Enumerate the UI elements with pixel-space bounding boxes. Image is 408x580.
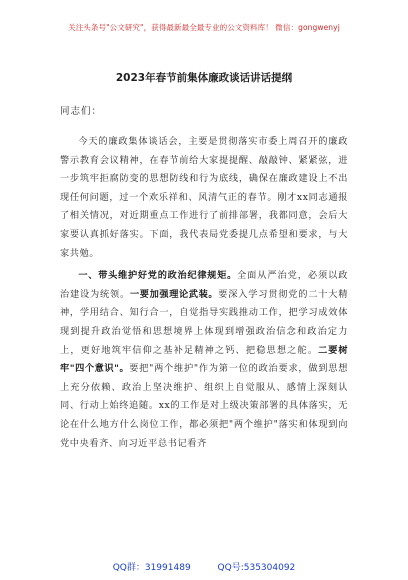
header-note: 关注头条号"公文研究"，获得最新最全最专业的公文资料库！ 微信：gongwenyj [68,23,340,32]
document-title: 2023年春节前集体廉政谈话讲话提纲 [115,72,293,84]
subpoint-heading-1: 一要加强理论武装。 [130,288,219,300]
subpoint-text-2: 要把"两个维护"作为第一位的政治要求，做到思想上充分依赖、政治上坚决维护、组织上自觉服从、感情上深刻认同、行动上始终追随。xx的工作是对上级决策部署的具体落实，无论在什么地方什么岗位工作，都必须把"两个维护"落实和体现到向党中央看齐、向习近平总书记看齐 [60,363,348,449]
salutation: 同志们： [60,106,103,117]
document-body [60,56,348,453]
section-heading: 一、带头维护好党的政治纪律规矩。 [78,270,238,282]
paragraph-intro: 今天的廉政集体谈话会，主要是贯彻落实市委上周召开的廉政警示教育会议精神，在春节前给大家提提醒、敲敲钟、紧紧弦，进一步筑牢拒腐防变的思想防线和行为底线，确保在廉政建设上不出现任何问题，过一个欢乐祥和、风清气正的春节。刚才xx同志通报了相关情况，对近期重点工作进行了前排部署，我都同意，会后大家要认真抓好落实。下面，我代表局党委提几点希望和要求，与大家共勉。 [60,136,348,259]
footer-qq-group: QQ群：31991489 [112,563,191,573]
footer-qq-number: QQ号:535304092 [217,563,296,573]
subpoint-text-1: 要深入学习贯彻党的二十大精神，学用结合、知行合一，自觉指导实践推动工作，把学习成效体现到提升政治觉悟和思想境界上体现到增强政治信念和政治定力上，更好地筑牢信仰之基补足精神之钙、把稳思想之舵。 [60,288,348,356]
paragraph-section-one [60,267,348,453]
section-lead-text: 全面从严治党，必须以政治建设为统领。 [60,270,348,300]
footer-contacts [0,560,408,573]
subpoint-heading-2: 二要树牢"四个意识"。 [60,344,348,375]
